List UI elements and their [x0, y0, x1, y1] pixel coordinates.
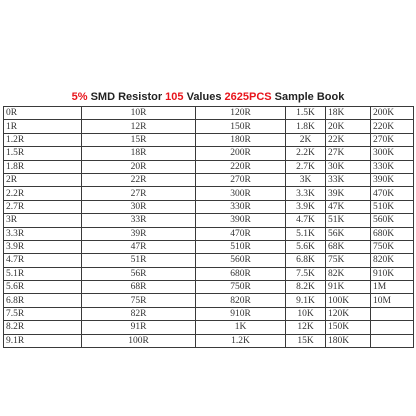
table-cell — [371, 307, 414, 320]
table-cell: 5.6R — [4, 281, 82, 294]
title-value-count: 105 — [165, 91, 184, 103]
table-row — [4, 133, 414, 146]
table-row — [4, 173, 414, 186]
table-cell: 8.2K — [286, 281, 326, 294]
table-cell: 2.2K — [286, 147, 326, 160]
table-cell: 180R — [196, 133, 286, 146]
table-cell: 1.5R — [4, 147, 82, 160]
table-cell: 33R — [82, 214, 196, 227]
table-row — [4, 107, 414, 120]
table-cell: 300K — [371, 147, 414, 160]
table-cell: 100R — [82, 334, 196, 347]
table-cell: 3R — [4, 214, 82, 227]
table-cell: 4.7K — [286, 214, 326, 227]
table-cell — [371, 321, 414, 334]
table-cell: 15R — [82, 133, 196, 146]
table-cell: 75R — [82, 294, 196, 307]
table-cell: 3K — [286, 173, 326, 186]
table-cell: 1M — [371, 281, 414, 294]
table-cell: 7.5K — [286, 267, 326, 280]
table-cell: 680K — [371, 227, 414, 240]
table-cell: 820R — [196, 294, 286, 307]
table-cell: 8.2R — [4, 321, 82, 334]
table-cell: 9.1R — [4, 334, 82, 347]
table-row — [4, 334, 414, 347]
table-cell: 68K — [326, 240, 371, 253]
table-cell: 3.9K — [286, 200, 326, 213]
table-cell: 3.3R — [4, 227, 82, 240]
table-cell: 470K — [371, 187, 414, 200]
table-cell: 220K — [371, 120, 414, 133]
table-cell: 150R — [196, 120, 286, 133]
table-cell: 1R — [4, 120, 82, 133]
table-cell: 820K — [371, 254, 414, 267]
table-row — [4, 187, 414, 200]
table-cell: 680R — [196, 267, 286, 280]
title-text-b: Values — [183, 91, 225, 103]
table-cell: 150K — [326, 321, 371, 334]
table-cell: 20R — [82, 160, 196, 173]
table-cell: 330K — [371, 160, 414, 173]
table-cell: 1.2R — [4, 133, 82, 146]
table-row — [4, 120, 414, 133]
table-cell: 1.2K — [196, 334, 286, 347]
table-cell: 200K — [371, 107, 414, 120]
table-cell: 15K — [286, 334, 326, 347]
table-cell: 22K — [326, 133, 371, 146]
table-cell: 2.2R — [4, 187, 82, 200]
table-row — [4, 307, 414, 320]
table-cell: 12K — [286, 321, 326, 334]
table-cell: 2.7R — [4, 200, 82, 213]
table-cell: 33K — [326, 173, 371, 186]
table-row — [4, 267, 414, 280]
table-cell — [371, 334, 414, 347]
table-row — [4, 147, 414, 160]
table-cell: 6.8K — [286, 254, 326, 267]
table-cell: 220R — [196, 160, 286, 173]
table-cell: 2.7K — [286, 160, 326, 173]
table-cell: 9.1K — [286, 294, 326, 307]
table-cell: 4.7R — [4, 254, 82, 267]
table-row — [4, 227, 414, 240]
table-cell: 82R — [82, 307, 196, 320]
table-cell: 68R — [82, 281, 196, 294]
table-cell: 6.8R — [4, 294, 82, 307]
table-cell: 300R — [196, 187, 286, 200]
title-tolerance: 5% — [71, 91, 88, 103]
table-cell: 47R — [82, 240, 196, 253]
table-cell: 82K — [326, 267, 371, 280]
table-cell: 27K — [326, 147, 371, 160]
table-cell: 10K — [286, 307, 326, 320]
table-cell: 750R — [196, 281, 286, 294]
table-cell: 22R — [82, 173, 196, 186]
table-cell: 1.8K — [286, 120, 326, 133]
table-row — [4, 214, 414, 227]
table-cell: 910R — [196, 307, 286, 320]
table-cell: 750K — [371, 240, 414, 253]
table-row — [4, 160, 414, 173]
table-cell: 20K — [326, 120, 371, 133]
table-cell: 51R — [82, 254, 196, 267]
resistor-value-table — [3, 106, 414, 348]
table-cell: 0R — [4, 107, 82, 120]
table-cell: 2K — [286, 133, 326, 146]
table-cell: 5.6K — [286, 240, 326, 253]
table-cell: 100K — [326, 294, 371, 307]
table-cell: 39K — [326, 187, 371, 200]
table-cell: 510R — [196, 240, 286, 253]
table-cell: 56R — [82, 267, 196, 280]
table-cell: 390R — [196, 214, 286, 227]
table-cell: 5.1K — [286, 227, 326, 240]
table-cell: 510K — [371, 200, 414, 213]
table-cell: 75K — [326, 254, 371, 267]
table-cell: 120R — [196, 107, 286, 120]
title-piece-count: 2625PCS — [224, 91, 272, 103]
title-text-a: SMD Resistor — [87, 91, 166, 103]
table-cell: 910K — [371, 267, 414, 280]
table-cell: 47K — [326, 200, 371, 213]
page-title — [0, 91, 416, 103]
table-cell: 91K — [326, 281, 371, 294]
table-cell: 390K — [371, 173, 414, 186]
table-cell: 18R — [82, 147, 196, 160]
table-cell: 3.9R — [4, 240, 82, 253]
table-row — [4, 200, 414, 213]
table-cell: 7.5R — [4, 307, 82, 320]
table-cell: 180K — [326, 334, 371, 347]
table-row — [4, 294, 414, 307]
table-cell: 56K — [326, 227, 371, 240]
table-row — [4, 240, 414, 253]
table-cell: 1.8R — [4, 160, 82, 173]
table-cell: 10R — [82, 107, 196, 120]
table-cell: 30K — [326, 160, 371, 173]
title-text-c: Sample Book — [271, 91, 345, 103]
table-cell: 270R — [196, 173, 286, 186]
table-cell: 560K — [371, 214, 414, 227]
table-cell: 12R — [82, 120, 196, 133]
table-row — [4, 321, 414, 334]
table-cell: 200R — [196, 147, 286, 160]
table-cell: 3.3K — [286, 187, 326, 200]
table-cell: 51K — [326, 214, 371, 227]
table-cell: 270K — [371, 133, 414, 146]
table-cell: 330R — [196, 200, 286, 213]
table-cell: 1.5K — [286, 107, 326, 120]
table-cell: 10M — [371, 294, 414, 307]
table-cell: 30R — [82, 200, 196, 213]
table-cell: 1K — [196, 321, 286, 334]
table-cell: 120K — [326, 307, 371, 320]
table-row — [4, 254, 414, 267]
table-cell: 39R — [82, 227, 196, 240]
table-cell: 91R — [82, 321, 196, 334]
table-cell: 18K — [326, 107, 371, 120]
table-cell: 5.1R — [4, 267, 82, 280]
table-cell: 560R — [196, 254, 286, 267]
resistor-table-body — [4, 107, 414, 348]
table-cell: 2R — [4, 173, 82, 186]
table-row — [4, 281, 414, 294]
table-cell: 470R — [196, 227, 286, 240]
table-cell: 27R — [82, 187, 196, 200]
